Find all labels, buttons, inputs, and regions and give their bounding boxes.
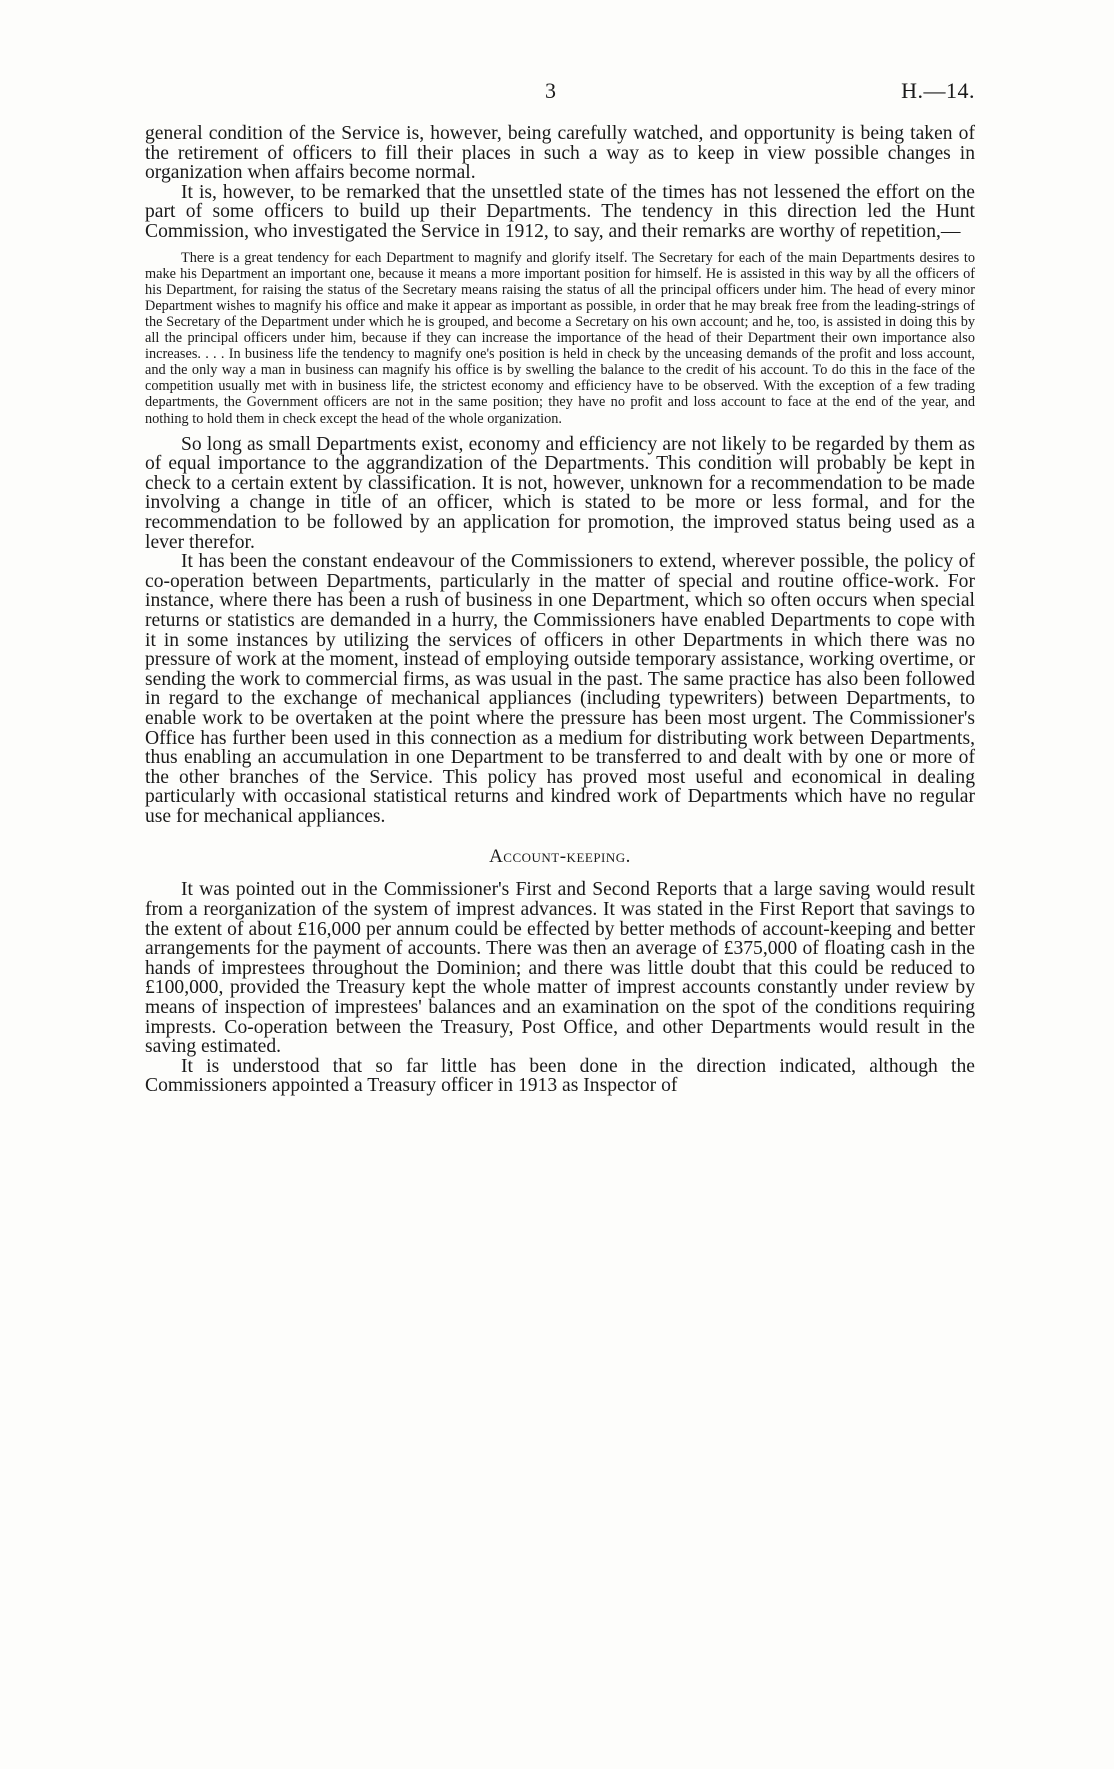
document-reference: H.—14. xyxy=(901,78,975,103)
page-header xyxy=(145,78,975,108)
block-quote xyxy=(145,250,975,427)
quote-text: There is a great tendency for each Department to magnify and glorify itself. The Secretary for each of the main Departments desires to make his Department an important one, because it means a more important position for himself. He is assisted in this way by all the officers of his Department, for raising the status of the Secretary means raising the status of all the principal officers under him. The head of every minor Department wishes to magnify his office and make it appear as important as possible, in order that he may break free from the leading-strings of the Secretary of the Department under which he is grouped, and become a Secretary on his own account; and he, too, is assisted in doing this by all the principal officers under him, because if they can increase the importance of the head of their Department their own importance also increases. . . . In business life the tendency to magnify one's position is held in check by the unceasing demands of the profit and loss account, and the only way a man in business can magnify his office is by swelling the balance to the credit of his account. To do this in the face of the competition usually met with in business life, the strictest economy and efficiency have to be observed. With the exception of a few trading departments, the Government officers are not in the same position; they have no profit and loss account to face at the end of the year, and nothing to hold them in check except the head of the whole organization. xyxy=(145,249,975,427)
paragraph-inspector: It is understood that so far little has been done in the direction indicated, although the Commissioners appointed a Treasury officer in 1913 as Inspector of xyxy=(145,1055,975,1097)
page-body xyxy=(145,124,975,1096)
paragraph-imprest-advances: It was pointed out in the Commissioner's First and Second Reports that a large saving would result from a reorganization of the system of imprest advances. It was stated in the First Report that savings to the extent of about £16,000 per annum could be effected by better methods of account-keeping and better arrangements for the payment of accounts. There was then an average of £375,000 of floating cash in the hands of imprestees throughout the Dominion; and there was little doubt that this could be reduced to £100,000, provided the Treasury kept the whole matter of imprest accounts constantly under review by means of inspection of imprestees' balances and an examination on the spot of the conditions requiring imprests. Co-operation between the Treasury, Post Office, and other Departments would result in the saving estimated. xyxy=(145,879,975,1058)
section-heading: Account-keeping. xyxy=(489,846,631,868)
paragraph-hunt-commission: It is, however, to be remarked that the unsettled state of the times has not lessened the effort on the part of some officers to build up their Departments. The tendency in this direction led the Hunt Commission, who investigated the Service in 1912, to say, and their remarks are worthy of repetition,— xyxy=(145,181,975,242)
paragraph-continued: general condition of the Service is, however, being carefully watched, and opportunity is being taken of the retirement of officers to fill their places in such a way as to keep in view possible changes in organization when affairs become normal. xyxy=(145,123,975,184)
paragraph-small-departments: So long as small Departments exist, economy and efficiency are not likely to be regarded by them as of equal importance to the aggrandization of the Departments. This condition will probably be kept in check to a certain extent by classification. It is not, however, unknown for a recommendation to be made involving a change in title of an officer, which is stated to be more or less formal, and for the recommendation to be followed by an application for promotion, the improved status being used as a lever therefor. xyxy=(145,433,975,553)
page-number: 3 xyxy=(545,78,556,103)
paragraph-co-operation: It has been the constant endeavour of the Commissioners to extend, wherever possible, the policy of co-operation between Departments, particularly in the matter of special and routine office-work. For instance, where there has been a rush of business in one Department, which so often occurs when special returns or statistics are demanded in a hurry, the Commissioners have enabled Departments to cope with it in some instances by utilizing the services of officers in other Departments in which there was no pressure of work at the moment, instead of employing outside temporary assistance, working overtime, or sending the work to commercial firms, as was usual in the past. The same practice has also been followed in regard to the exchange of mechanical appliances (including typewriters) between Departments, to enable work to be overtaken at the point where the pressure has been most urgent. The Commissioner's Office has further been used in this connection as a medium for distributing work between Departments, thus enabling an accumulation in one Department to be transferred to and dealt with by one or more of the other branches of the Service. This policy has proved most useful and economical in dealing particularly with occasional statistical returns and kindred work of Departments which have no regular use for mechanical appliances. xyxy=(145,551,975,827)
